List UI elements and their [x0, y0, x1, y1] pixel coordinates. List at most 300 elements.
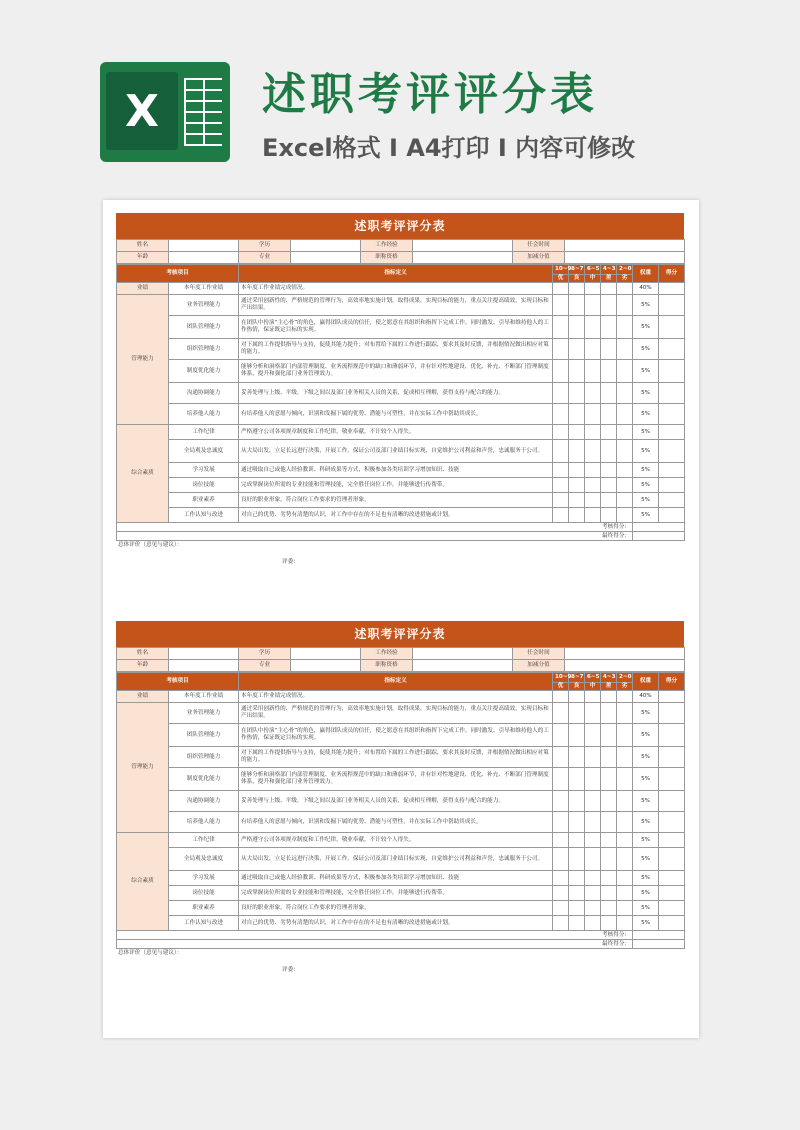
item-weight: 5% — [633, 812, 659, 833]
score-cell[interactable] — [659, 478, 685, 493]
item-name: 制度优化能力 — [169, 360, 239, 383]
overall-evaluation-label: 总体评价（意见与建议）： — [118, 542, 183, 548]
item-definition: 严格遵守公司各项规章制度和工作纪律，敬业奉献，不计较个人得失。 — [239, 425, 553, 440]
grade-cell[interactable] — [553, 508, 569, 523]
grade-cell[interactable] — [601, 747, 617, 768]
grade-cell[interactable] — [617, 283, 633, 295]
grade-cell[interactable] — [601, 508, 617, 523]
item-definition: 对自己的优势、劣势有清楚的认识，对工作中存在的不足也有清晰的改进措施或计划。 — [239, 916, 553, 931]
score-cell[interactable] — [659, 916, 685, 931]
info-label: 姓名 — [117, 648, 169, 660]
grade-cell[interactable] — [601, 791, 617, 812]
grade-cell[interactable] — [585, 768, 601, 791]
info-label: 学历 — [239, 240, 291, 252]
info-label: 工作经验 — [361, 648, 413, 660]
item-name: 制度优化能力 — [169, 768, 239, 791]
assess-total-label: 考核得分： — [117, 931, 633, 940]
grade-cell[interactable] — [585, 833, 601, 848]
info-label: 工作经验 — [361, 240, 413, 252]
item-definition: 对下属的工作提供指导与支持，促使其能力提升；对布置给下属的工作进行跟踪，要求其及时反馈，并根据情况做出相应对策的能力。 — [239, 747, 553, 768]
item-weight: 5% — [633, 791, 659, 812]
info-label: 年龄 — [117, 660, 169, 672]
score-form-1 — [116, 213, 684, 565]
item-definition: 通过采用创新性的、严格规范的管理行为，高效率地实施计划，取得成果，实现目标的能力，重点关注提高绩效，实现目标和产出结果。 — [239, 295, 553, 316]
grade-cell[interactable] — [585, 440, 601, 463]
grade-cell[interactable] — [569, 691, 585, 703]
info-label: 职称资格 — [361, 660, 413, 672]
grade-cell[interactable] — [601, 768, 617, 791]
item-definition: 从大局出发，立足长远进行决策，开展工作，保证公司及部门业绩目标实现，自觉维护公司利益和声誉，忠诚服务于公司。 — [239, 848, 553, 871]
assess-total-field[interactable] — [633, 931, 685, 940]
grade-cell[interactable] — [553, 493, 569, 508]
grade-cell[interactable] — [617, 812, 633, 833]
info-value-field[interactable] — [291, 240, 361, 252]
score-cell[interactable] — [659, 724, 685, 747]
final-total-field[interactable] — [633, 940, 685, 949]
table-row — [117, 886, 685, 901]
item-definition: 妥善处理与上级、平级、下级之间以及部门业务相关人员的关系，促成相互理解，获得支持与配合的能力。 — [239, 383, 553, 404]
info-value-field[interactable] — [413, 648, 513, 660]
grade-cell[interactable] — [569, 886, 585, 901]
info-label: 加减分值 — [513, 252, 565, 264]
item-weight: 5% — [633, 383, 659, 404]
grade-cell[interactable] — [585, 703, 601, 724]
score-cell[interactable] — [659, 812, 685, 833]
item-weight: 5% — [633, 833, 659, 848]
grade-cell[interactable] — [553, 848, 569, 871]
grade-cell[interactable] — [601, 886, 617, 901]
grade-cell[interactable] — [553, 295, 569, 316]
info-label: 任会时间 — [513, 648, 565, 660]
info-value-field[interactable] — [169, 240, 239, 252]
grade-cell[interactable] — [585, 493, 601, 508]
grade-cell[interactable] — [617, 316, 633, 339]
info-value-field[interactable] — [291, 252, 361, 264]
item-definition: 通过吸取自己或他人经验教训、科研成果等方式，积极参加各类培训学习增加知识、技能 — [239, 463, 553, 478]
grade-cell[interactable] — [601, 383, 617, 404]
col-header-weight: 权重 — [633, 673, 659, 691]
grade-cell[interactable] — [585, 283, 601, 295]
grade-cell[interactable] — [601, 871, 617, 886]
table-row — [117, 812, 685, 833]
grade-label: 良 — [569, 275, 585, 283]
item-weight: 5% — [633, 360, 659, 383]
final-total-field[interactable] — [633, 532, 685, 541]
grade-cell[interactable] — [617, 747, 633, 768]
grade-cell[interactable] — [569, 440, 585, 463]
info-value-field[interactable] — [413, 240, 513, 252]
grade-cell[interactable] — [617, 440, 633, 463]
score-cell[interactable] — [659, 691, 685, 703]
item-name: 职业素养 — [169, 493, 239, 508]
grade-cell[interactable] — [553, 383, 569, 404]
grade-cell[interactable] — [617, 493, 633, 508]
grade-cell[interactable] — [617, 871, 633, 886]
grade-cell[interactable] — [553, 316, 569, 339]
grade-cell[interactable] — [617, 360, 633, 383]
item-weight: 5% — [633, 724, 659, 747]
grade-cell[interactable] — [569, 848, 585, 871]
score-cell[interactable] — [659, 493, 685, 508]
grade-cell[interactable] — [617, 703, 633, 724]
grade-cell[interactable] — [569, 871, 585, 886]
grade-label: 劣 — [617, 683, 633, 691]
item-name: 学习发展 — [169, 871, 239, 886]
item-name: 本年度工作业绩 — [169, 283, 239, 295]
grade-cell[interactable] — [585, 295, 601, 316]
grade-label: 优 — [553, 683, 569, 691]
grade-cell[interactable] — [585, 871, 601, 886]
info-value-field[interactable] — [291, 648, 361, 660]
grade-cell[interactable] — [553, 463, 569, 478]
grade-cell[interactable] — [601, 295, 617, 316]
info-table — [116, 239, 685, 264]
grade-cell[interactable] — [569, 747, 585, 768]
info-value-field[interactable] — [565, 648, 685, 660]
grade-cell[interactable] — [617, 508, 633, 523]
score-cell[interactable] — [659, 747, 685, 768]
item-name: 工作纪律 — [169, 425, 239, 440]
grade-cell[interactable] — [553, 871, 569, 886]
table-row — [117, 901, 685, 916]
table-row — [117, 360, 685, 383]
grade-cell[interactable] — [601, 703, 617, 724]
item-weight: 5% — [633, 463, 659, 478]
item-definition: 在团队中扮演“主心骨”的角色，赢得团队成员的信任，使之愿意在其组织和指挥下完成工作，同时激发、引导和维持他人的工作热情，保证既定目标的实现。 — [239, 724, 553, 747]
excel-logo-icon — [100, 62, 230, 162]
info-value-field[interactable] — [169, 252, 239, 264]
grade-cell[interactable] — [617, 791, 633, 812]
item-definition: 本年度工作业绩完成情况。 — [239, 283, 553, 295]
grade-cell[interactable] — [601, 360, 617, 383]
item-definition: 从大局出发，立足长远进行决策，开展工作，保证公司及部门业绩目标实现，自觉维护公司利益和声誉，忠诚服务于公司。 — [239, 440, 553, 463]
table-row — [117, 724, 685, 747]
item-definition: 妥善处理与上级、平级、下级之间以及部门业务相关人员的关系，促成相互理解，获得支持与配合的能力。 — [239, 791, 553, 812]
grade-cell[interactable] — [569, 316, 585, 339]
section-name: 综合素质 — [117, 425, 169, 523]
info-value-field[interactable] — [565, 660, 685, 672]
grade-cell[interactable] — [553, 360, 569, 383]
grade-cell[interactable] — [601, 440, 617, 463]
item-weight: 5% — [633, 425, 659, 440]
grade-cell[interactable] — [569, 425, 585, 440]
score-range: 8~7 — [569, 265, 585, 275]
grade-cell[interactable] — [585, 901, 601, 916]
grade-cell[interactable] — [585, 848, 601, 871]
grade-cell[interactable] — [585, 360, 601, 383]
score-cell[interactable] — [659, 440, 685, 463]
col-header-score: 得分 — [659, 265, 685, 283]
score-table — [116, 672, 685, 949]
score-range: 10~9 — [553, 265, 569, 275]
grade-cell[interactable] — [569, 493, 585, 508]
grade-cell[interactable] — [617, 833, 633, 848]
item-definition: 能够分析和洞察部门内部管理制度、业务流程规范中的缺口和薄弱环节，并有针对性地建设、优化、补充、不断部门管理制度体系，提升和强化部门业务管理效力。 — [239, 360, 553, 383]
grade-label: 良 — [569, 683, 585, 691]
grade-cell[interactable] — [601, 724, 617, 747]
assess-total-field[interactable] — [633, 523, 685, 532]
grade-label: 中 — [585, 683, 601, 691]
score-cell[interactable] — [659, 295, 685, 316]
score-range: 4~3 — [601, 673, 617, 683]
table-row — [117, 478, 685, 493]
grade-cell[interactable] — [617, 295, 633, 316]
grade-cell[interactable] — [617, 339, 633, 360]
grade-cell[interactable] — [601, 691, 617, 703]
score-cell[interactable] — [659, 404, 685, 425]
score-cell[interactable] — [659, 316, 685, 339]
grade-cell[interactable] — [617, 768, 633, 791]
grade-cell[interactable] — [601, 916, 617, 931]
item-weight: 5% — [633, 493, 659, 508]
item-definition: 本年度工作业绩完成情况。 — [239, 691, 553, 703]
score-cell[interactable] — [659, 703, 685, 724]
grade-cell[interactable] — [569, 508, 585, 523]
grade-cell[interactable] — [585, 916, 601, 931]
banner-title: 述职考评评分表 — [262, 69, 598, 120]
info-label: 加减分值 — [513, 660, 565, 672]
item-weight: 5% — [633, 703, 659, 724]
score-cell[interactable] — [659, 768, 685, 791]
grade-cell[interactable] — [569, 768, 585, 791]
item-weight: 5% — [633, 901, 659, 916]
item-definition: 能够分析和洞察部门内部管理制度、业务流程规范中的缺口和薄弱环节，并有针对性地建设、优化、补充、不断部门管理制度体系，提升和强化部门业务管理效力。 — [239, 768, 553, 791]
grade-cell[interactable] — [601, 463, 617, 478]
grade-cell[interactable] — [553, 747, 569, 768]
section-name: 管理能力 — [117, 295, 169, 425]
grade-cell[interactable] — [553, 768, 569, 791]
grade-cell[interactable] — [601, 812, 617, 833]
item-name: 团队管理能力 — [169, 316, 239, 339]
grade-cell[interactable] — [617, 404, 633, 425]
grade-cell[interactable] — [569, 833, 585, 848]
grade-cell[interactable] — [585, 478, 601, 493]
info-label: 姓名 — [117, 240, 169, 252]
grade-cell[interactable] — [601, 316, 617, 339]
item-weight: 5% — [633, 768, 659, 791]
info-table — [116, 647, 685, 672]
table-row — [117, 425, 685, 440]
item-weight: 5% — [633, 295, 659, 316]
grade-cell[interactable] — [617, 478, 633, 493]
grade-cell[interactable] — [617, 916, 633, 931]
item-weight: 5% — [633, 478, 659, 493]
col-header-weight: 权重 — [633, 265, 659, 283]
grade-cell[interactable] — [617, 848, 633, 871]
grade-cell[interactable] — [585, 383, 601, 404]
score-cell[interactable] — [659, 833, 685, 848]
grade-cell[interactable] — [553, 833, 569, 848]
grade-cell[interactable] — [585, 339, 601, 360]
grade-cell[interactable] — [617, 463, 633, 478]
assess-total-label: 考核得分： — [117, 523, 633, 532]
item-name: 岗位技能 — [169, 478, 239, 493]
info-label: 专业 — [239, 660, 291, 672]
grade-cell[interactable] — [585, 425, 601, 440]
grade-cell[interactable] — [569, 791, 585, 812]
score-cell[interactable] — [659, 360, 685, 383]
info-value-field[interactable] — [565, 240, 685, 252]
grade-cell[interactable] — [617, 901, 633, 916]
item-name: 职业素养 — [169, 901, 239, 916]
table-row — [117, 339, 685, 360]
grade-cell[interactable] — [569, 812, 585, 833]
reviewer-label: 评委： — [282, 559, 299, 565]
grade-cell[interactable] — [553, 404, 569, 425]
section-name: 业绩 — [117, 691, 169, 703]
item-weight: 40% — [633, 691, 659, 703]
grade-cell[interactable] — [601, 833, 617, 848]
grade-cell[interactable] — [617, 425, 633, 440]
grade-cell[interactable] — [601, 339, 617, 360]
item-weight: 5% — [633, 339, 659, 360]
grade-cell[interactable] — [569, 463, 585, 478]
grade-cell[interactable] — [601, 425, 617, 440]
grade-cell[interactable] — [585, 791, 601, 812]
score-cell[interactable] — [659, 791, 685, 812]
banner — [0, 0, 800, 190]
score-cell[interactable] — [659, 383, 685, 404]
grade-cell[interactable] — [553, 478, 569, 493]
item-weight: 5% — [633, 508, 659, 523]
info-label: 职称资格 — [361, 252, 413, 264]
item-definition: 有培养他人的意愿与倾向，识别和发掘下属的优势、潜能与可塑性，并在实际工作中帮助其成长。 — [239, 404, 553, 425]
info-value-field[interactable] — [169, 660, 239, 672]
grade-cell[interactable] — [601, 848, 617, 871]
grade-cell[interactable] — [569, 295, 585, 316]
grade-cell[interactable] — [617, 383, 633, 404]
info-value-field[interactable] — [413, 252, 513, 264]
score-cell[interactable] — [659, 508, 685, 523]
section-name: 综合素质 — [117, 833, 169, 931]
grade-cell[interactable] — [553, 812, 569, 833]
grade-cell[interactable] — [569, 901, 585, 916]
info-value-field[interactable] — [169, 648, 239, 660]
table-row — [117, 791, 685, 812]
grade-cell[interactable] — [617, 691, 633, 703]
grade-cell[interactable] — [585, 691, 601, 703]
grade-cell[interactable] — [553, 901, 569, 916]
info-value-field[interactable] — [291, 660, 361, 672]
grade-cell[interactable] — [569, 360, 585, 383]
score-cell[interactable] — [659, 886, 685, 901]
grade-cell[interactable] — [569, 404, 585, 425]
grade-cell[interactable] — [553, 691, 569, 703]
banner-subtitle: Excel格式 I A4打印 I 内容可修改 — [262, 134, 636, 162]
grade-label: 差 — [601, 683, 617, 691]
grade-cell[interactable] — [553, 440, 569, 463]
final-total-label: 最终得分： — [117, 532, 633, 541]
form-title: 述职考评评分表 — [116, 213, 684, 239]
grade-cell[interactable] — [569, 916, 585, 931]
item-definition: 严格遵守公司各项规章制度和工作纪律，敬业奉献，不计较个人得失。 — [239, 833, 553, 848]
info-label: 学历 — [239, 648, 291, 660]
table-row — [117, 768, 685, 791]
item-name: 工作认知与改进 — [169, 508, 239, 523]
grade-cell[interactable] — [553, 425, 569, 440]
grade-cell[interactable] — [617, 724, 633, 747]
grade-cell[interactable] — [585, 463, 601, 478]
grade-cell[interactable] — [553, 886, 569, 901]
item-definition: 完成掌握岗位所需的专业技能和管理技能，完全胜任岗位工作，并能够进行传帮带。 — [239, 886, 553, 901]
item-weight: 40% — [633, 283, 659, 295]
table-row — [117, 691, 685, 703]
item-definition: 通过采用创新性的、严格规范的管理行为，高效率地实施计划，取得成果，实现目标的能力，重点关注提高绩效，实现目标和产出结果。 — [239, 703, 553, 724]
grade-cell[interactable] — [585, 886, 601, 901]
grade-cell[interactable] — [601, 404, 617, 425]
grade-cell[interactable] — [553, 791, 569, 812]
grade-cell[interactable] — [569, 283, 585, 295]
col-header-definition: 指标定义 — [239, 673, 553, 691]
score-cell[interactable] — [659, 339, 685, 360]
table-row — [117, 463, 685, 478]
grade-cell[interactable] — [585, 747, 601, 768]
score-form-2 — [116, 621, 684, 973]
item-name: 全局观及忠诚度 — [169, 440, 239, 463]
table-row — [117, 871, 685, 886]
grade-cell[interactable] — [601, 493, 617, 508]
grade-cell[interactable] — [601, 901, 617, 916]
item-weight: 5% — [633, 871, 659, 886]
grade-cell[interactable] — [601, 283, 617, 295]
score-cell[interactable] — [659, 425, 685, 440]
table-row — [117, 404, 685, 425]
score-range: 4~3 — [601, 265, 617, 275]
grade-cell[interactable] — [569, 724, 585, 747]
grade-cell[interactable] — [585, 316, 601, 339]
excel-grid-icon — [184, 78, 222, 146]
grade-cell[interactable] — [553, 283, 569, 295]
grade-cell[interactable] — [601, 478, 617, 493]
info-label: 年龄 — [117, 252, 169, 264]
item-weight: 5% — [633, 404, 659, 425]
grade-cell[interactable] — [585, 404, 601, 425]
item-name: 组织管理能力 — [169, 339, 239, 360]
info-value-field[interactable] — [413, 660, 513, 672]
score-cell[interactable] — [659, 848, 685, 871]
score-cell[interactable] — [659, 283, 685, 295]
score-cell[interactable] — [659, 871, 685, 886]
table-row — [117, 440, 685, 463]
col-header-score: 得分 — [659, 673, 685, 691]
col-header-item: 考核项目 — [117, 265, 239, 283]
item-definition: 有培养他人的意愿与倾向，识别和发掘下属的优势、潜能与可塑性，并在实际工作中帮助其成长。 — [239, 812, 553, 833]
grade-label: 优 — [553, 275, 569, 283]
item-weight: 5% — [633, 747, 659, 768]
grade-cell[interactable] — [569, 383, 585, 404]
grade-cell[interactable] — [553, 339, 569, 360]
grade-cell[interactable] — [553, 916, 569, 931]
item-weight: 5% — [633, 316, 659, 339]
score-cell[interactable] — [659, 463, 685, 478]
grade-cell[interactable] — [553, 724, 569, 747]
grade-cell[interactable] — [585, 724, 601, 747]
item-weight: 5% — [633, 440, 659, 463]
score-cell[interactable] — [659, 901, 685, 916]
item-name: 沟通协调能力 — [169, 791, 239, 812]
item-name: 岗位技能 — [169, 886, 239, 901]
grade-cell[interactable] — [585, 812, 601, 833]
grade-cell[interactable] — [569, 703, 585, 724]
grade-cell[interactable] — [553, 703, 569, 724]
item-definition: 对自己的优势、劣势有清楚的认识，对工作中存在的不足也有清晰的改进措施或计划。 — [239, 508, 553, 523]
grade-cell[interactable] — [585, 508, 601, 523]
grade-cell[interactable] — [617, 886, 633, 901]
item-name: 全局观及忠诚度 — [169, 848, 239, 871]
grade-cell[interactable] — [569, 339, 585, 360]
info-value-field[interactable] — [565, 252, 685, 264]
grade-cell[interactable] — [569, 478, 585, 493]
